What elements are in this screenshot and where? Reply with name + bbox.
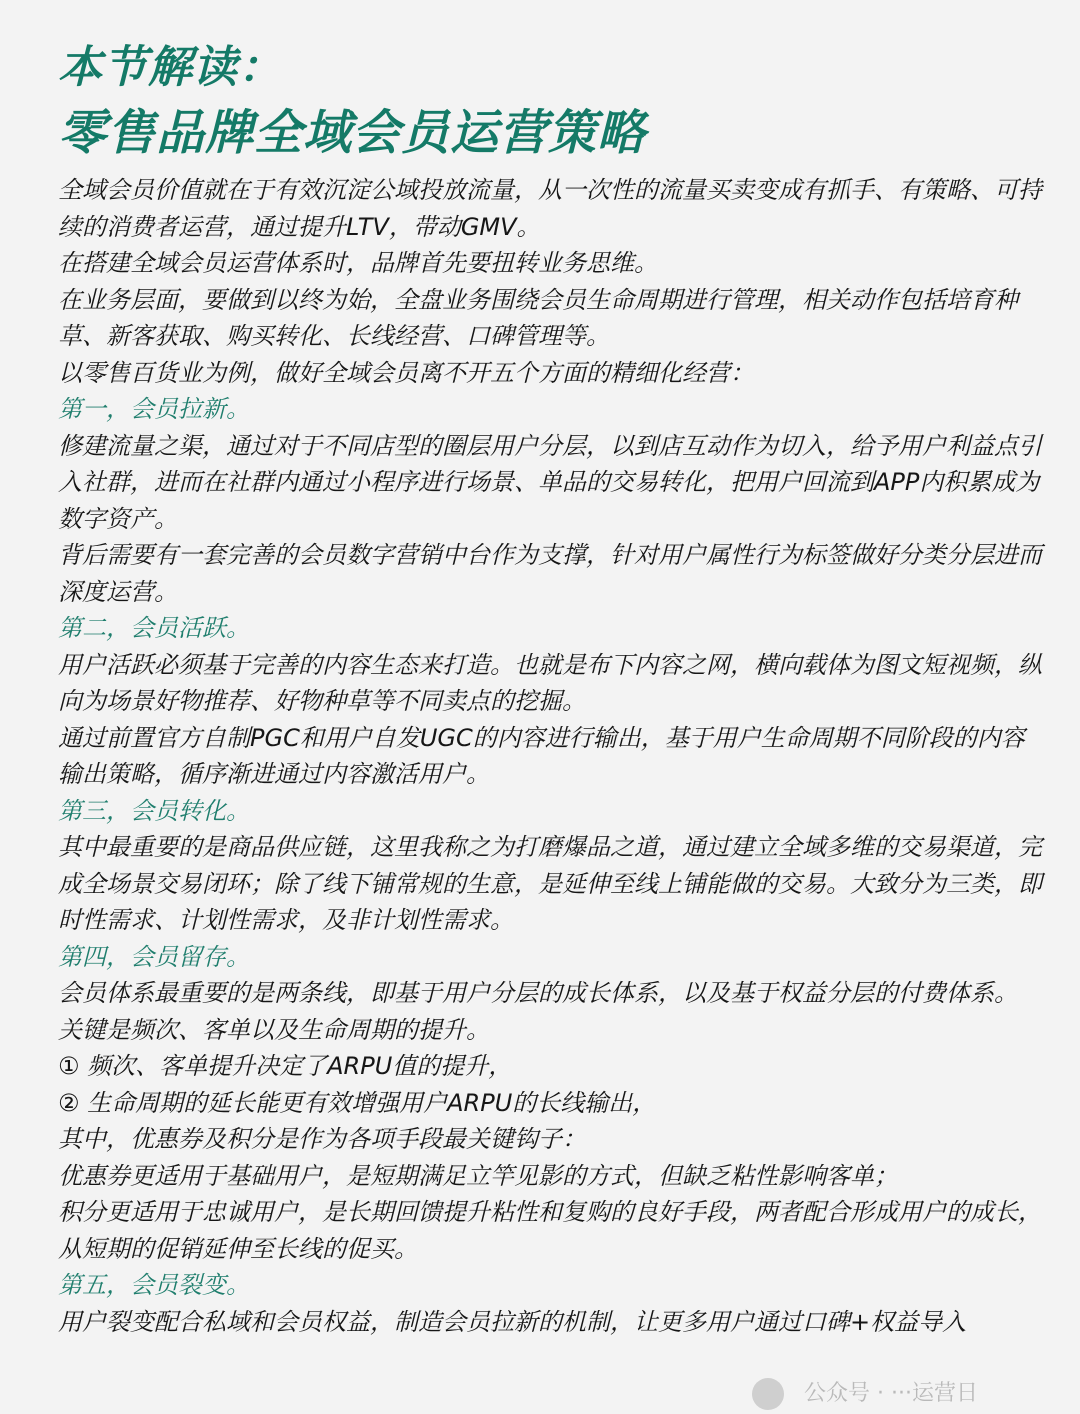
body-paragraph: 其中最重要的是商品供应链，这里我称之为打磨爆品之道，通过建立全域多维的交易渠道，完成全场景交易闭环；除了线下铺常规的生意，是延伸至线上铺能做的交易。大致分为三类，即时性需求、计划性需求，及非计划性需求。	[58, 833, 1042, 934]
section-heading: 第三，会员转化。	[58, 796, 250, 825]
body-paragraph: 用户裂变配合私域和会员权益，制造会员拉新的机制，让更多用户通过口碑+权益导入	[58, 1307, 967, 1336]
body-paragraph: 会员体系最重要的是两条线，即基于用户分层的成长体系，以及基于权益分层的付费体系。	[58, 979, 1018, 1007]
section-heading: 第二，会员活跃。	[58, 614, 250, 642]
section-heading: 第四，会员留存。	[58, 942, 250, 971]
body-paragraph: 修建流量之渠，通过对于不同店型的圈层用户分层，以到店互动作为切入，给予用户利益点引入社群，进而在社群内通过小程序进行场景、单品的交易转化，把用户回流到APP内积累成为数字资产。	[58, 431, 1042, 533]
body-paragraph: 在搭建全域会员运营体系时，品牌首先要扭转业务思维。	[58, 249, 658, 277]
body-paragraph: 其中，优惠券及积分是作为各项手段最关键钩子：	[58, 1125, 586, 1153]
body-paragraph: 以零售百货业为例，做好全域会员离不开五个方面的精细化经营：	[58, 358, 754, 387]
article-title-line-2: 零售品牌全域会员运营策略	[58, 105, 647, 161]
article-title-line-1: 本节解读：	[58, 42, 283, 93]
body-paragraph: 积分更适用于忠诚用户，是长期回馈提升粘性和复购的良好手段，两者配合形成用户的成长，从短期的促销延伸至长线的促买。	[58, 1198, 1042, 1263]
body-paragraph: 关键是频次、客单以及生命周期的提升。	[58, 1015, 490, 1044]
wechat-logo-icon	[752, 1378, 784, 1410]
watermark-text: 公众号 · ···运营日	[804, 1381, 978, 1406]
body-paragraph: 通过前置官方自制PGC和用户自发UGC的内容进行输出，基于用户生命周期不同阶段的内容输出策略，循序渐进通过内容激活用户。	[58, 723, 1025, 788]
article	[58, 38, 1048, 1340]
section-heading: 第五，会员裂变。	[58, 1271, 250, 1299]
body-paragraph: 全域会员价值就在于有效沉淀公域投放流量，从一次性的流量买卖变成有抓手、有策略、可持续的消费者运营，通过提升LTV，带动GMV。	[58, 176, 1042, 241]
article-body	[58, 172, 1048, 1340]
body-paragraph: ① 频次、客单提升决定了ARPU值的提升，	[58, 1052, 513, 1080]
body-paragraph: ② 生命周期的延长能更有效增强用户ARPU的长线输出，	[58, 1088, 657, 1117]
section-heading: 第一，会员拉新。	[58, 395, 250, 423]
body-paragraph: 背后需要有一套完善的会员数字营销中台作为支撑，针对用户属性行为标签做好分类分层进而深度运营。	[58, 541, 1042, 606]
body-paragraph: 用户活跃必须基于完善的内容生态来打造。也就是布下内容之网，横向载体为图文短视频，纵向为场景好物推荐、好物种草等不同卖点的挖掘。	[58, 650, 1042, 715]
watermark	[752, 1374, 1080, 1414]
body-paragraph: 优惠券更适用于基础用户，是短期满足立竿见影的方式，但缺乏粘性影响客单；	[58, 1161, 898, 1190]
body-paragraph: 在业务层面，要做到以终为始，全盘业务围绕会员生命周期进行管理，相关动作包括培育种草、新客获取、购买转化、长线经营、口碑管理等。	[58, 285, 1018, 350]
